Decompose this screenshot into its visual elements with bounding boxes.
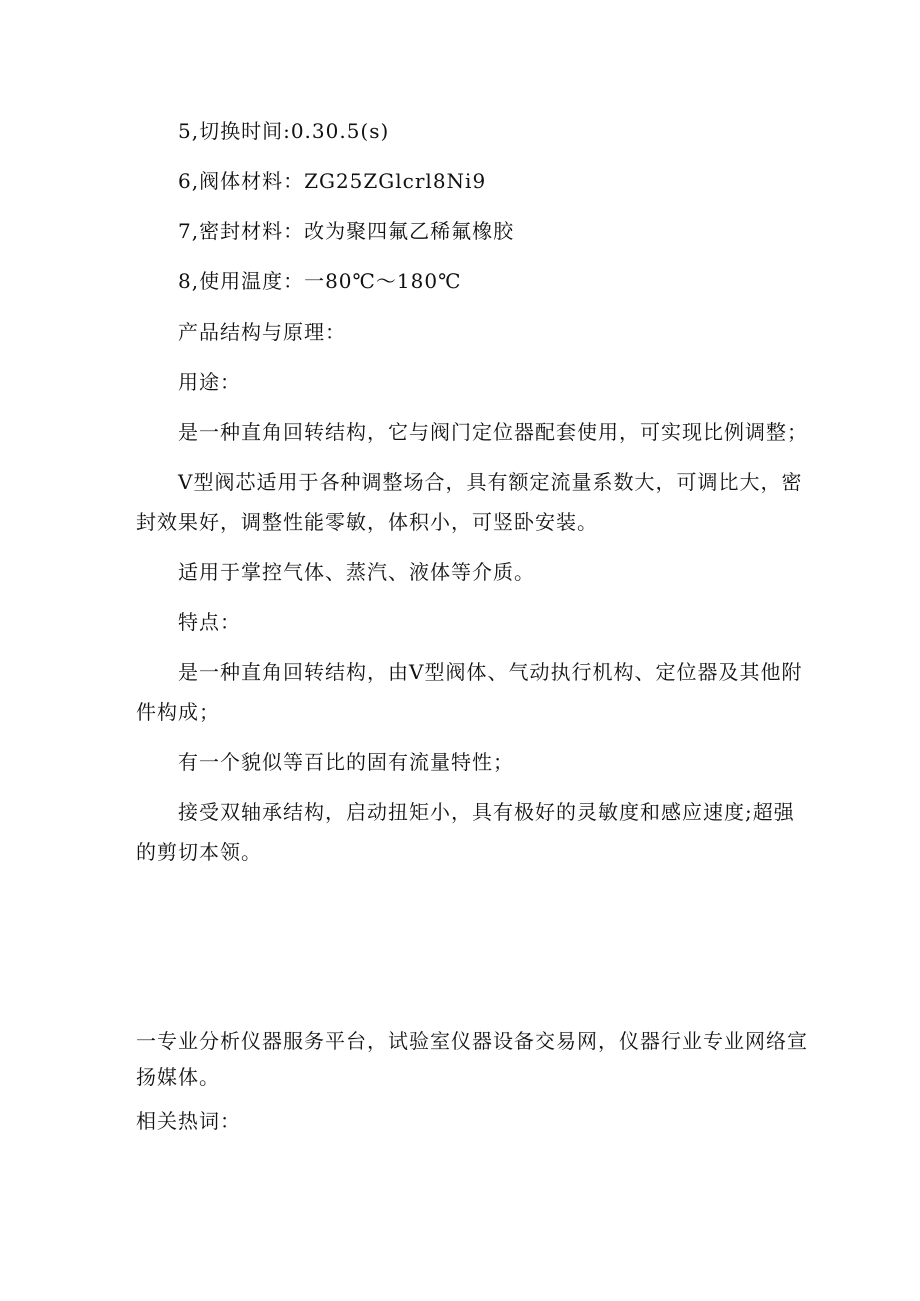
structure-heading: 产品结构与原理： <box>178 320 346 344</box>
features-heading: 特点： <box>178 610 241 634</box>
features-paragraph-1-line-2: 件构成； <box>136 700 220 724</box>
features-paragraph-2: 有一个貌似等百比的固有流量特性； <box>178 750 514 774</box>
usage-paragraph-2-line-2: 封效果好，调整性能零敏，体积小，可竖卧安装。 <box>136 510 598 534</box>
usage-paragraph-3: 适用于掌控气体、蒸汽、液体等介质。 <box>178 560 535 584</box>
spec-seal-material: 7,密封材料：改为聚四氟乙稀氟橡胶 <box>178 219 515 243</box>
spec-temperature: 8,使用温度：一80℃～180℃ <box>178 269 462 293</box>
usage-paragraph-2-line-1: V型阀芯适用于各种调整场合，具有额定流量系数大，可调比大，密 <box>178 470 803 494</box>
features-paragraph-1-line-1: 是一种直角回转结构，由V型阀体、气动执行机构、定位器及其他附 <box>178 660 803 684</box>
footer-line-1: 一专业分析仪器服务平台，试验室仪器设备交易网，仪器行业专业网络宣 <box>136 1029 808 1053</box>
usage-paragraph-1: 是一种直角回转结构，它与阀门定位器配套使用，可实现比例调整； <box>178 420 808 444</box>
features-paragraph-3-line-2: 的剪切本领。 <box>136 840 262 864</box>
usage-heading: 用途： <box>178 370 241 394</box>
features-paragraph-3-line-1: 接受双轴承结构，启动扭矩小，具有极好的灵敏度和感应速度;超强 <box>178 800 795 824</box>
spec-body-material: 6,阀体材料：ZG25ZGlcrl8Ni9 <box>178 169 487 193</box>
related-keywords-label: 相关热词： <box>136 1109 241 1133</box>
spec-switch-time: 5,切换时间:0.30.5(s) <box>178 119 390 143</box>
footer-line-2: 扬媒体。 <box>136 1065 220 1089</box>
